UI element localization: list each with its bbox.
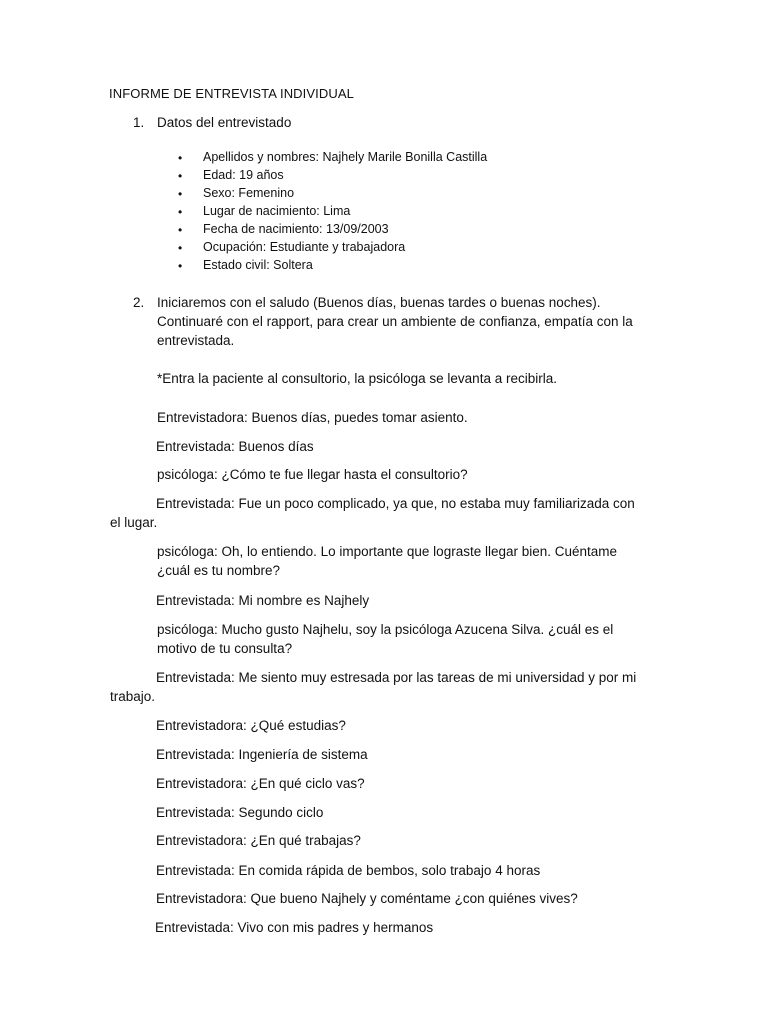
dialogue-line-continuation: trabajo. [110, 689, 156, 704]
dialogue-line: Entrevistadora: Buenos días, puedes tomar asiento. [157, 410, 468, 425]
dialogue-line: Entrevistada: Mi nombre es Najhely [156, 593, 370, 608]
list-item: Apellidos y nombres: Najhely Marile Bonilla Castilla [203, 150, 488, 164]
dialogue-line: Entrevistada: En comida rápida de bembos, solo trabajo 4 horas [156, 863, 541, 878]
bullet-marker: • [178, 223, 183, 237]
dialogue-line: Entrevistada: Ingeniería de sistema [156, 747, 368, 762]
dialogue-line: Entrevistada: Vivo con mis padres y hermanos [155, 920, 434, 935]
dialogue-line: Entrevistada: Segundo ciclo [156, 805, 324, 820]
section-1-number: 1. [133, 115, 145, 130]
dialogue-line: Entrevistadora: ¿En qué ciclo vas? [156, 776, 365, 791]
list-item: Ocupación: Estudiante y trabajadora [203, 240, 406, 254]
dialogue-line: psicóloga: ¿Cómo te fue llegar hasta el consultorio? [157, 467, 468, 482]
dialogue-line-continuation: el lugar. [110, 515, 158, 530]
dialogue-line: Entrevistadora: Que bueno Najhely y coméntame ¿con quiénes vives? [156, 891, 578, 906]
section-2-number: 2. [133, 295, 145, 310]
stage-direction: *Entra la paciente al consultorio, la psicóloga se levanta a recibirla. [157, 371, 557, 386]
bullet-marker: • [178, 241, 183, 255]
dialogue-line: psicóloga: Mucho gusto Najhelu, soy la psicóloga Azucena Silva. ¿cuál es el [157, 622, 614, 637]
dialogue-line: Entrevistadora: ¿En qué trabajas? [156, 833, 361, 848]
dialogue-line: psicóloga: Oh, lo entiendo. Lo importante que lograste llegar bien. Cuéntame [157, 544, 618, 559]
list-item: Estado civil: Soltera [203, 258, 313, 272]
dialogue-line: Entrevistadora: ¿Qué estudias? [156, 718, 346, 733]
section-2-intro-line: Iniciaremos con el saludo (Buenos días, buenas tardes o buenas noches). [157, 295, 601, 310]
list-item: Lugar de nacimiento: Lima [203, 204, 351, 218]
dialogue-line: Entrevistada: Me siento muy estresada por las tareas de mi universidad y por mi [156, 670, 637, 685]
bullet-marker: • [178, 205, 183, 219]
dialogue-line-continuation: ¿cuál es tu nombre? [157, 563, 281, 578]
document-title: INFORME DE ENTREVISTA INDIVIDUAL [109, 86, 354, 101]
bullet-marker: • [178, 259, 183, 273]
section-2-intro-line: Continuaré con el rapport, para crear un ambiente de confianza, empatía con la [157, 314, 633, 329]
dialogue-line-continuation: motivo de tu consulta? [157, 641, 293, 656]
bullet-marker: • [178, 187, 183, 201]
list-item: Fecha de nacimiento: 13/09/2003 [203, 222, 389, 236]
dialogue-line: Entrevistada: Fue un poco complicado, ya que, no estaba muy familiarizada con [156, 496, 635, 511]
bullet-marker: • [178, 169, 183, 183]
list-item: Edad: 19 años [203, 168, 284, 182]
dialogue-line: Entrevistada: Buenos días [156, 439, 314, 454]
section-1-heading: Datos del entrevistado [157, 115, 292, 130]
list-item: Sexo: Femenino [203, 186, 295, 200]
section-2-intro-line: entrevistada. [157, 333, 235, 348]
bullet-marker: • [178, 151, 183, 165]
